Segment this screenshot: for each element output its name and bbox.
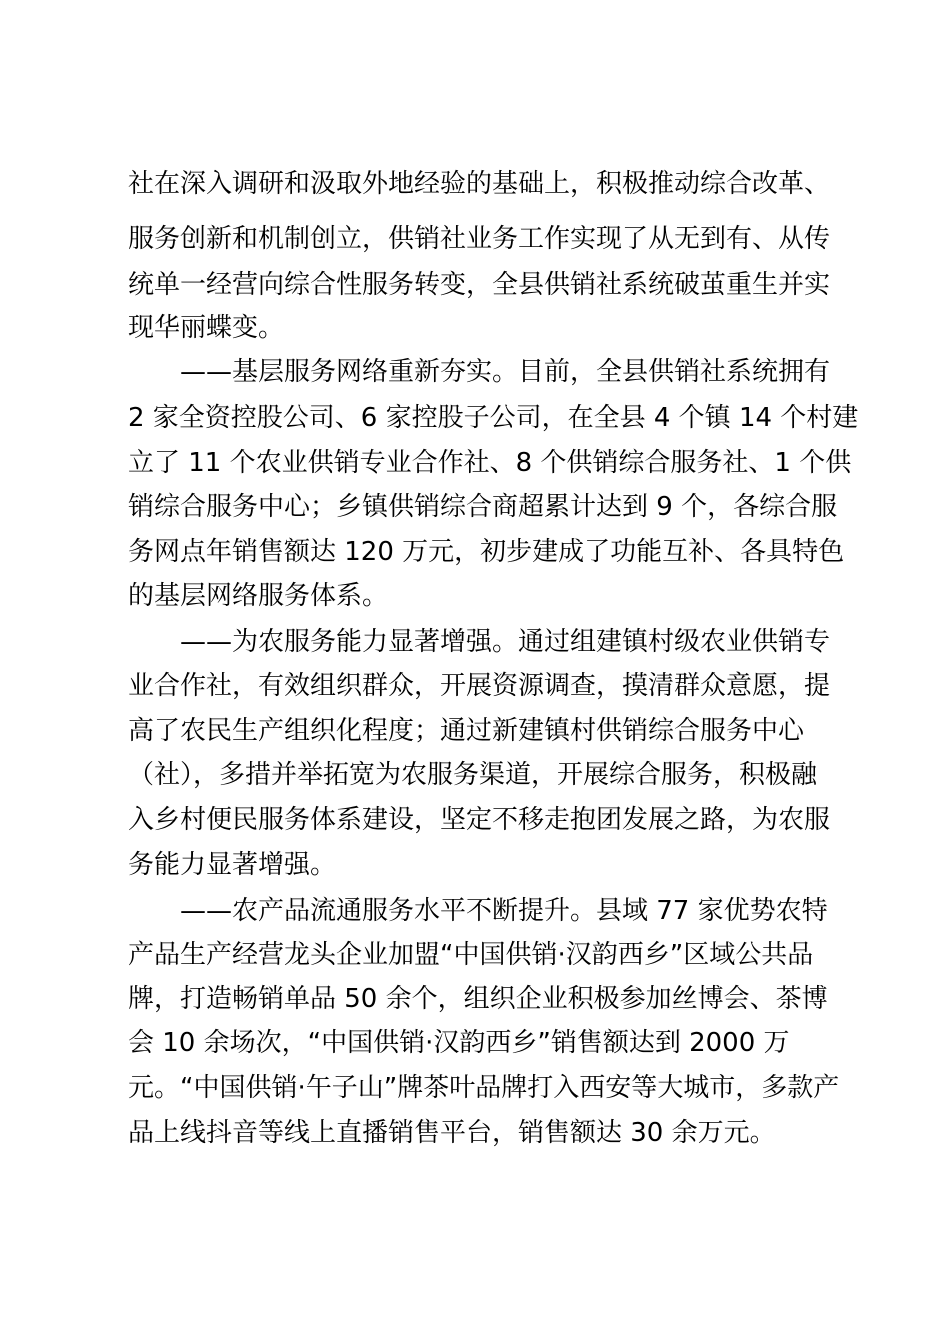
- text-line: 产品生产经营龙头企业加盟“中国供销·汉韵西乡”区域公共品: [128, 940, 814, 970]
- text-line: 元。“中国供销·午子山”牌茶叶品牌打入西安等大城市，多款产: [128, 1073, 840, 1103]
- text-line: 服务创新和机制创立，供销社业务工作实现了从无到有、从传: [128, 224, 831, 254]
- text-line: 现华丽蝶变。: [128, 313, 285, 343]
- text-line: 社在深入调研和汲取外地经验的基础上，积极推动综合改革、: [128, 169, 831, 199]
- paragraph-heading-line: ——农产品流通服务水平不断提升。县域 77 家优势农特: [180, 896, 828, 926]
- text-line: 高了农民生产组织化程度；通过新建镇村供销综合服务中心: [128, 716, 805, 746]
- text-line: 的基层网络服务体系。: [128, 581, 389, 611]
- text-line: （社），多措并举拓宽为农服务渠道，开展综合服务，积极融: [128, 760, 818, 790]
- text-line: 销综合服务中心；乡镇供销综合商超累计达到 9 个，各综合服: [128, 492, 838, 522]
- text-line: 2 家全资控股公司、6 家控股子公司，在全县 4 个镇 14 个村建: [128, 403, 859, 433]
- text-line: 品上线抖音等线上直播销售平台，销售额达 30 余万元。: [128, 1118, 776, 1148]
- text-line: 入乡村便民服务体系建设，坚定不移走抱团发展之路，为农服: [128, 805, 831, 835]
- text-line: 业合作社，有效组织群众，开展资源调查，摸清群众意愿，提: [128, 671, 831, 701]
- text-line: 牌，打造畅销单品 50 余个，组织企业积极参加丝博会、茶博: [128, 984, 828, 1014]
- paragraph-heading-line: ——基层服务网络重新夯实。目前，全县供销社系统拥有: [180, 357, 831, 387]
- text-line: 务能力显著增强。: [128, 850, 337, 880]
- paragraph-heading-line: ——为农服务能力显著增强。通过组建镇村级农业供销专: [180, 627, 831, 657]
- text-line: 务网点年销售额达 120 万元，初步建成了功能互补、各具特色: [128, 537, 845, 567]
- text-line: 统单一经营向综合性服务转变，全县供销社系统破茧重生并实: [128, 270, 831, 300]
- text-line: 立了 11 个农业供销专业合作社、8 个供销综合服务社、1 个供: [128, 448, 852, 478]
- text-line: 会 10 余场次，“中国供销·汉韵西乡”销售额达到 2000 万: [128, 1028, 790, 1058]
